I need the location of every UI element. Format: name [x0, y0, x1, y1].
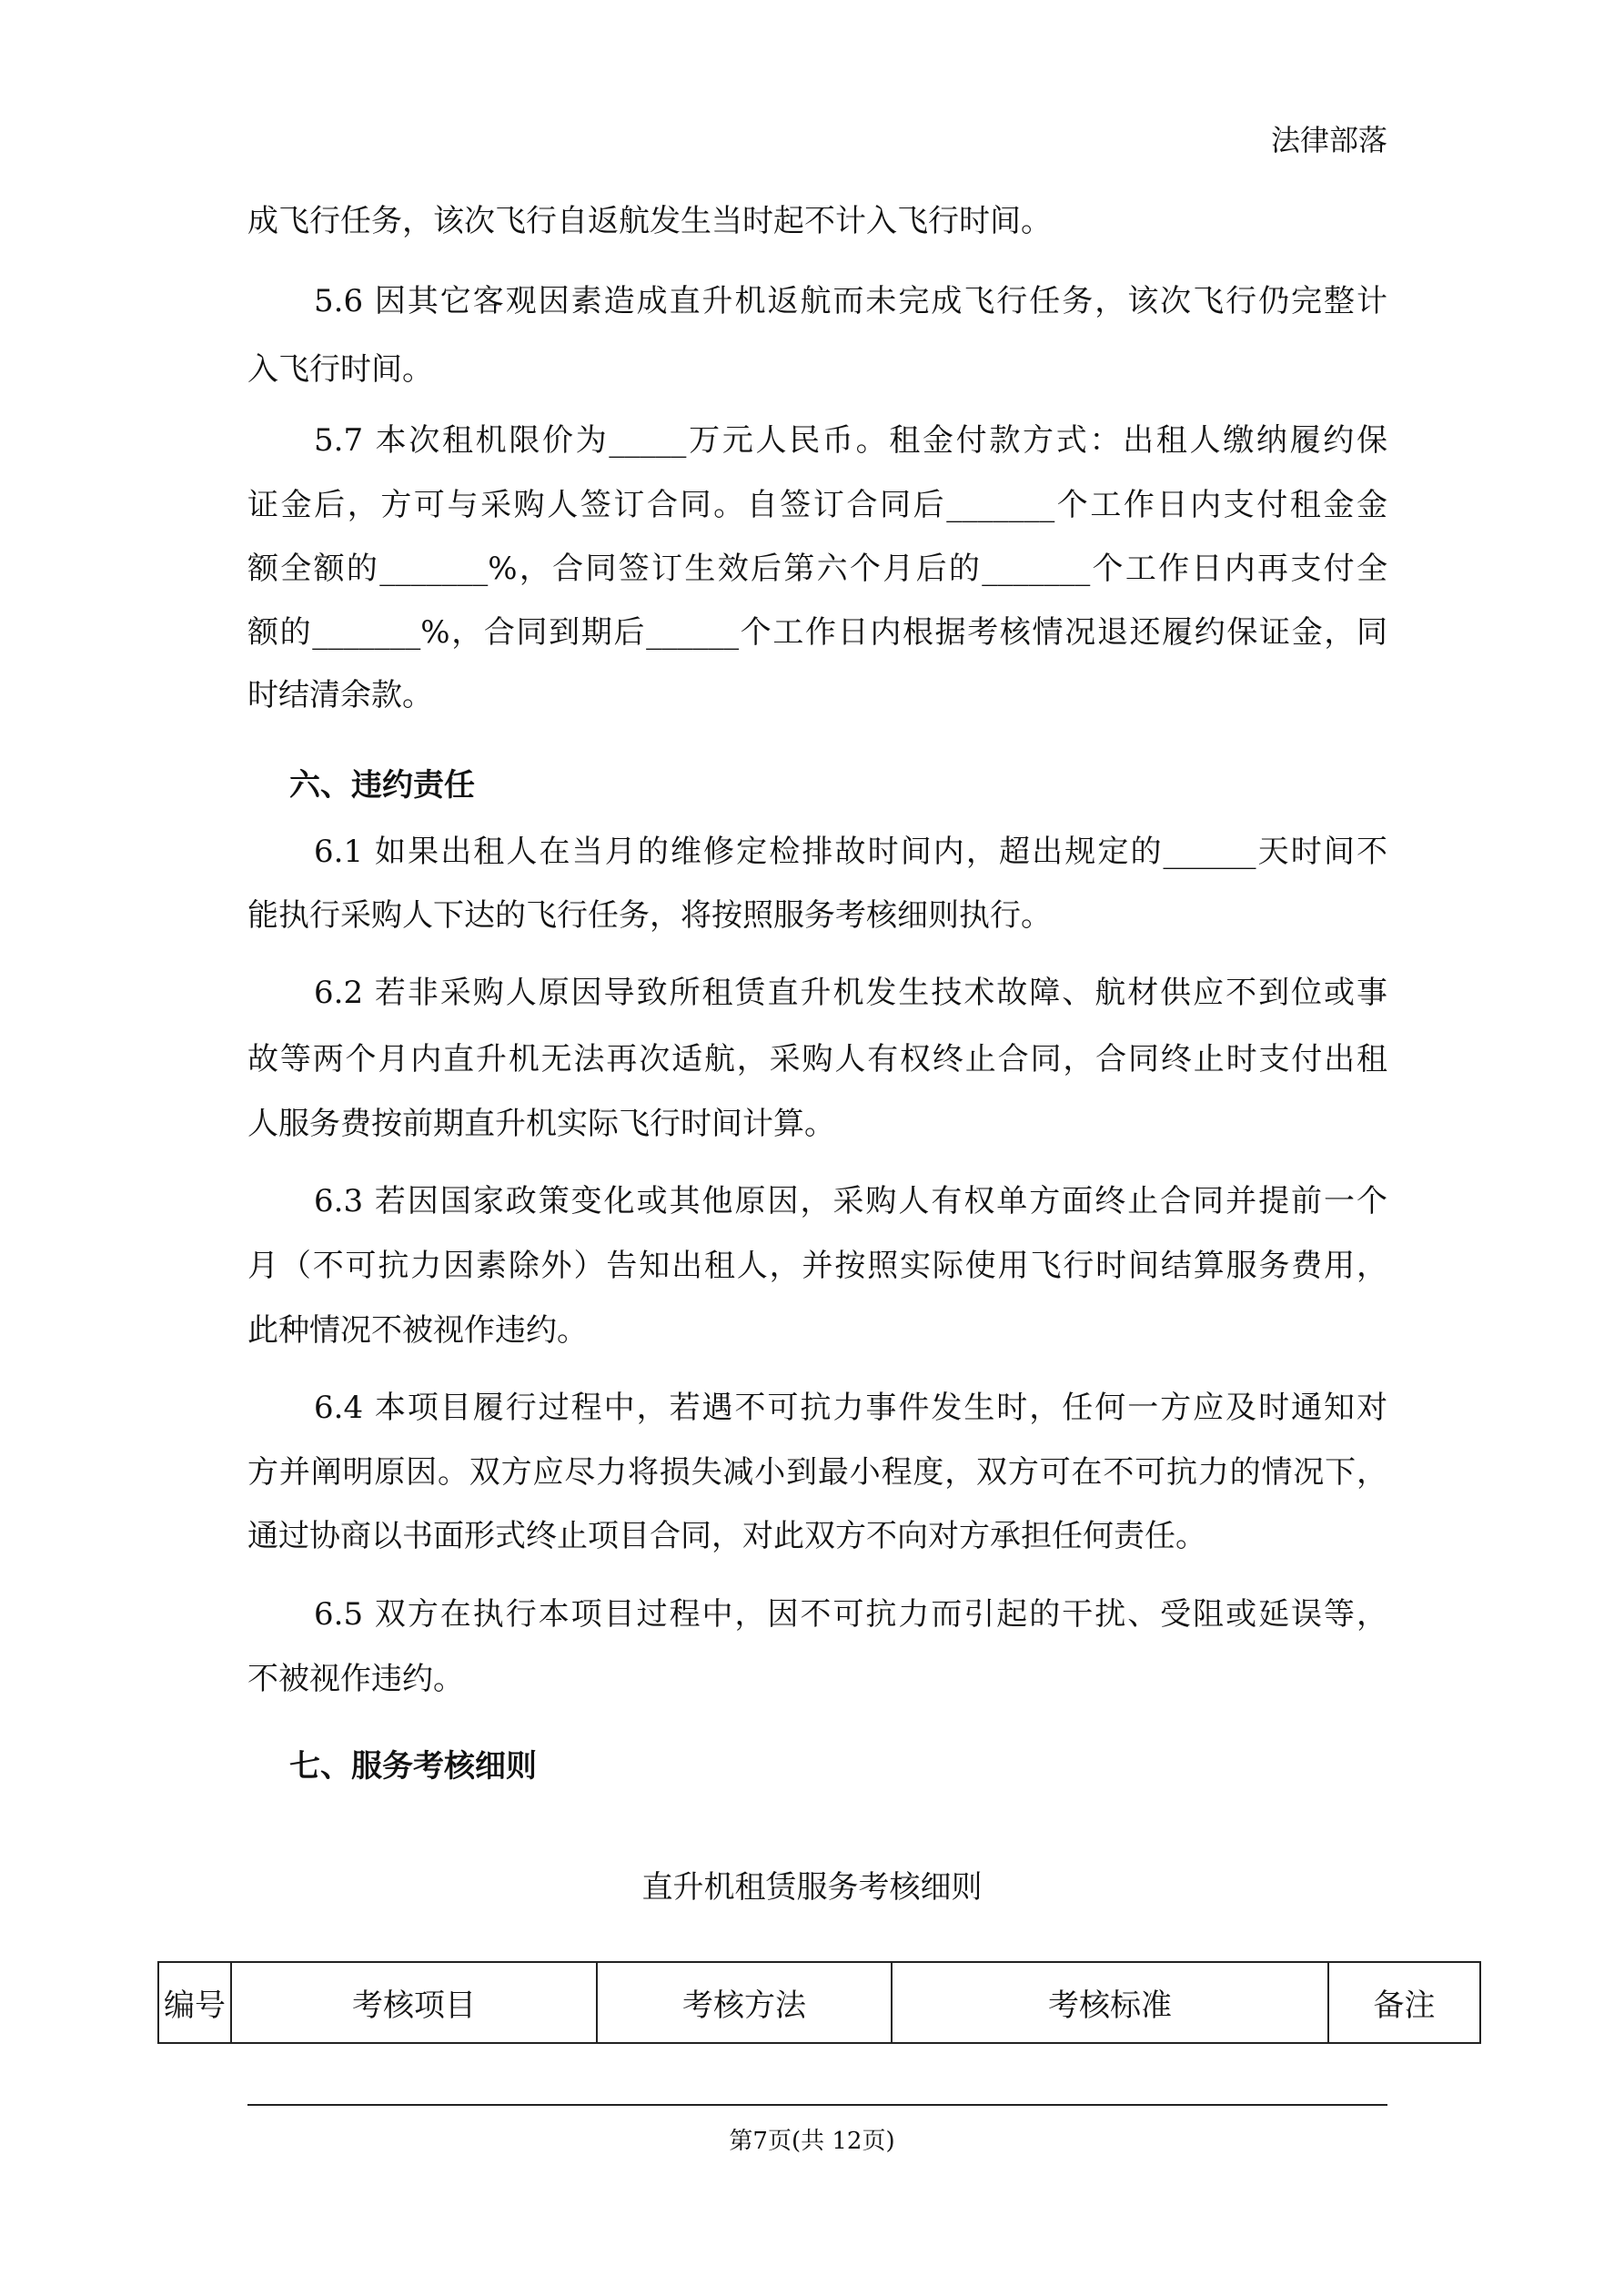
text-line: 6.3 若因国家政策变化或其他原因，采购人有权单方面终止合同并提前一个: [314, 1183, 1387, 1219]
text-line: 故等两个月内直升机无法再次适航，采购人有权终止合同，合同终止时支付出租: [247, 1041, 1387, 1077]
text-line: 此种情况不被视作违约。: [247, 1312, 588, 1349]
footer-divider: [247, 2104, 1387, 2106]
assessment-table: [157, 1961, 1481, 2044]
header-cell: 考核方法: [597, 1962, 892, 2043]
text-line: 额全额的_______%，合同签订生效后第六个月后的_______个工作日内再支付全: [247, 551, 1387, 587]
text-line: 6.1 如果出租人在当月的维修定检排故时间内，超出规定的______天时间不: [314, 834, 1387, 870]
text-line: 能执行采购人下达的飞行任务，将按照服务考核细则执行。: [247, 897, 1052, 934]
text-line: 成飞行任务，该次飞行自返航发生当时起不计入飞行时间。: [247, 203, 1052, 239]
text-line: 入飞行时间。: [247, 351, 433, 388]
header-cell: 编号: [158, 1962, 231, 2043]
table-title: 直升机租赁服务考核细则: [641, 1869, 983, 1906]
text-line: 时结清余款。: [247, 677, 433, 713]
header-cell: 考核项目: [231, 1962, 597, 2043]
text-line: 6.5 双方在执行本项目过程中，因不可抗力而引起的干扰、受阻或延误等，: [314, 1596, 1387, 1633]
text-line: 5.6 因其它客观因素造成直升机返航而未完成飞行任务，该次飞行仍完整计: [314, 283, 1387, 319]
table-header-row: [158, 1962, 1480, 2043]
text-line: 6.4 本项目履行过程中，若遇不可抗力事件发生时，任何一方应及时通知对: [314, 1390, 1387, 1426]
text-line: 6.2 若非采购人原因导致所租赁直升机发生技术故障、航材供应不到位或事: [314, 975, 1387, 1011]
text-line: 月（不可抗力因素除外）告知出租人，并按照实际使用飞行时间结算服务费用，: [247, 1248, 1387, 1284]
section-heading: 六、违约责任: [289, 767, 475, 804]
header-cell: 备注: [1328, 1962, 1480, 2043]
section-heading: 七、服务考核细则: [289, 1748, 537, 1785]
text-line: 5.7 本次租机限价为_____万元人民币。租金付款方式：出租人缴纳履约保: [314, 422, 1387, 459]
text-line: 证金后，方可与采购人签订合同。自签订合同后_______个工作日内支付租金金: [247, 487, 1387, 523]
text-line: 通过协商以书面形式终止项目合同，对此双方不向对方承担任何责任。: [247, 1518, 1206, 1554]
page-number: 第7页(共 12页): [729, 2128, 895, 2155]
document-header: 法律部落: [1270, 123, 1387, 157]
text-line: 额的_______%，合同到期后______个工作日内根据考核情况退还履约保证金，同: [247, 614, 1387, 651]
text-line: 人服务费按前期直升机实际飞行时间计算。: [247, 1106, 835, 1142]
text-line: 不被视作违约。: [247, 1661, 464, 1697]
text-line: 方并阐明原因。双方应尽力将损失减小到最小程度，双方可在不可抗力的情况下，: [247, 1454, 1387, 1491]
header-cell: 考核标准: [892, 1962, 1328, 2043]
